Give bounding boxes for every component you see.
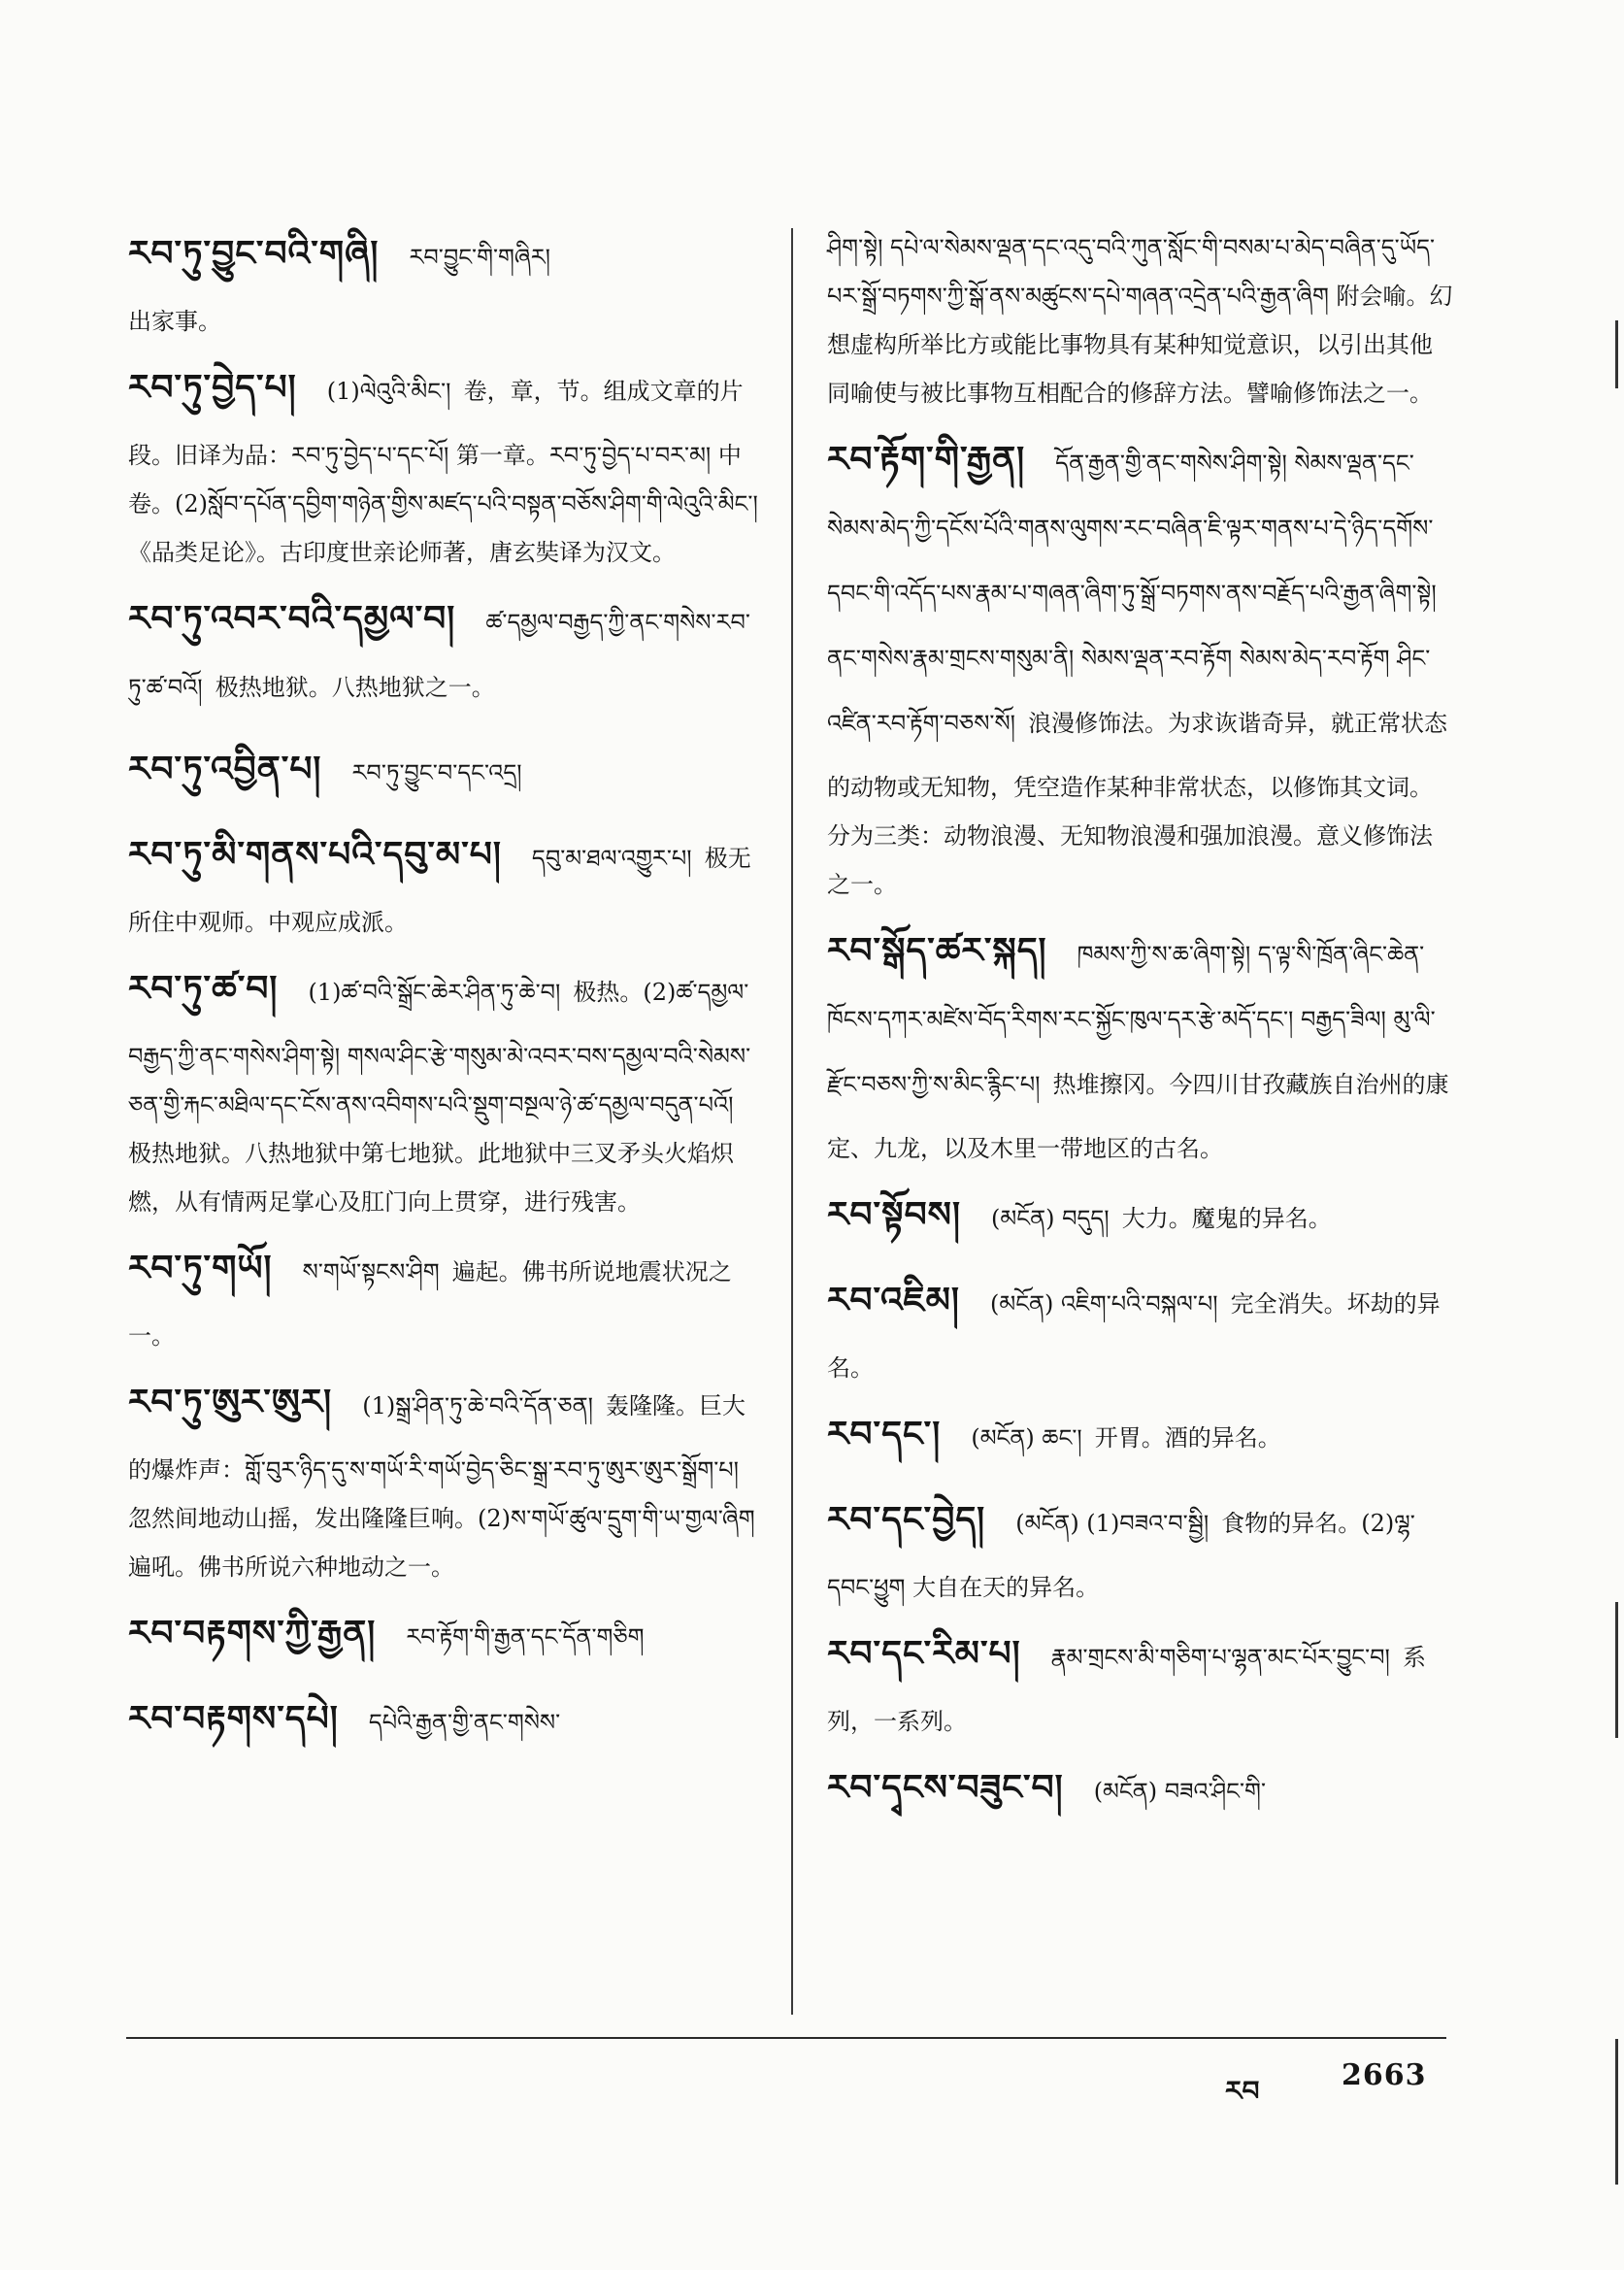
entry-headword: རབ་རྟོག་གི་རྒྱན། bbox=[827, 439, 1026, 480]
entry-chinese-definition: 极热。(2)ཚ་དམྱལ་བརྒྱད་ཀྱི་ནང་གསེས་ཤིག་སྟེ། གསལ་ཤིང་རྩེ་གསུམ་མེ་འབར་བས་དམྱལ་བའི་སེམས་ཅན་གྱི་རྐང་མཐིལ་དང་ངོས་ནས་འབིགས་པའི་སྡུག་བསྔལ་ཉེ་ཚ་དམྱལ་བདུན་པའོ། 极热地狱。八热地狱中第七地狱。此地狱中三叉矛头火焰炽燃，从有情两足掌心及肛门向上贯穿，进行残害。 bbox=[128, 979, 751, 1216]
entry-tibetan-definition: དོན་རྒྱན་གྱི་ནང་གསེས་ཤིག་སྟེ། སེམས་ལྡན་དང་སེམས་མེད་ཀྱི་དངོས་པོའི་གནས་ལུགས་རང་བཞིན་ཇི་ལྟར་གནས་པ་དེ་ཉིད་དགོས་དབང་གི་འདོད་པས་རྣམ་པ་གཞན་ཞིག་ཏུ་སྒྲོ་བཏགས་ནས་བརྗོད་པའི་རྒྱན་ཞིག་སྟེ། ནང་གསེས་རྣམ་གྲངས་གསུམ་ནི། སེམས་ལྡན་རབ་རྟོག སེམས་མེད་རབ་རྟོག ཤིང་འཛིན་རབ་རྟོག་བཅས་སོ། bbox=[827, 450, 1437, 737]
entry-headword: རབ་ཏུ་འབྱིན་པ། bbox=[128, 749, 322, 789]
dictionary-entry bbox=[827, 429, 1453, 909]
entry-chinese-definition: 热堆擦冈。今四川甘孜藏族自治州的康定、九龙，以及木里一带地区的古名。 bbox=[827, 1071, 1449, 1162]
left-column bbox=[128, 223, 764, 1774]
dictionary-entry bbox=[128, 1603, 764, 1677]
dictionary-entry bbox=[128, 223, 764, 346]
entry-headword: རབ་ཏུ་ཚ་བ། bbox=[128, 968, 279, 1009]
edge-mark bbox=[1615, 1602, 1618, 1738]
entry-headword: རབ་དྭངས་བཟུང་བ། bbox=[827, 1767, 1064, 1808]
dictionary-entry bbox=[128, 958, 764, 1226]
entry-tibetan-definition: (མངོན) འཇིག་པའི་བསྐལ་པ། bbox=[989, 1290, 1218, 1318]
entry-chinese-definition: 食物的异名。(2)ལྷ་དབང་ཕྱུག 大自在天的异名。 bbox=[827, 1510, 1415, 1601]
entry-tibetan-definition: རབ་ཏུ་བྱུང་བ་དང་འདྲ། bbox=[351, 759, 522, 786]
entry-tibetan-definition: (1)ཚ་བའི་སྒྲོང་ཆེར་ཤིན་ཏུ་ཆེ་བ། bbox=[308, 979, 561, 1006]
entry-headword: རབ་ཏུ་མི་གནས་པའི་དབུ་མ་པ། bbox=[128, 834, 502, 875]
entry-tibetan-definition: (མངོན) (1)བཟའ་བ་སྦྱི། bbox=[1015, 1510, 1210, 1537]
dictionary-entry bbox=[827, 1623, 1453, 1746]
entry-chinese-definition: 极热地狱。八热地狱之一。 bbox=[215, 674, 495, 701]
entry-chinese-definition: 遍起。佛书所说地震状况之一。 bbox=[128, 1258, 732, 1350]
entry-headword: རབ་འཇིམ། bbox=[827, 1280, 960, 1320]
dictionary-entry bbox=[128, 824, 764, 947]
dictionary-entry bbox=[128, 588, 764, 727]
entry-tibetan-definition: ས་གཡོ་སྟངས་ཤིག bbox=[302, 1258, 440, 1285]
entry-tibetan-definition: (མངོན) ཆང་། bbox=[971, 1424, 1082, 1452]
dictionary-entry bbox=[827, 920, 1453, 1173]
entry-headword: རབ་ཏུ་ཨུར་ཨུར། bbox=[128, 1382, 333, 1422]
entry-chinese-definition: 轰隆隆。巨大的爆炸声：གློ་བུར་ཉིད་དུ་ས་གཡོ་རི་གཡོ་བྱེད་ཅིང་སྒྲ་རབ་ཏུ་ཨུར་ཨུར་སྒྲོག་པ། 忽然间地动山摇，发出隆隆巨响。(2)ས་གཡོ་ཚུལ་དྲུག་གི་ཡ་གྱལ་ཞིག 遍吼。佛书所说六种地动之一。 bbox=[128, 1392, 755, 1581]
dictionary-entry bbox=[128, 1238, 764, 1360]
entry-headword: རབ་ཏུ་བྱེད་པ། bbox=[128, 367, 297, 408]
entry-chinese-definition: 系列，一系列。 bbox=[827, 1644, 1426, 1735]
dictionary-entry bbox=[827, 1757, 1453, 1831]
entry-chinese-definition: 卷，章，节。组成文章的片段。旧译为品：རབ་ཏུ་བྱེད་པ་དང་པོ། 第一章。རབ་ཏུ་བྱེད་པ་བར་མ། 中卷。(2)སློབ་དཔོན་དབྱིག་གཉེན་གྱིས་མཛད་པའི་བསྟན་བཅོས་ཤིག་གི་ལེའུའི་མིང་། 《品类足论》。古印度世亲论师著，唐玄奘译为汉文。 bbox=[128, 378, 758, 566]
continued-definition: ཤིག་སྟེ། དཔེ་ལ་སེམས་ལྡན་དང་འདུ་བའི་ཀུན་སློང་གི་བསམ་པ་མེད་བཞིན་དུ་ཡོད་པར་སྒྲོ་བཏགས་ཀྱི་སྒོ་ནས་མཚུངས་དཔེ་གཞན་འདྲེན་པའི་རྒྱན་ཞིག 附会喻。幻想虚构所举比方或能比事物具有某种知觉意识，以引出其他同喻使与被比事物互相配合的修辞方法。譬喻修饰法之一。 bbox=[827, 234, 1453, 407]
column-divider bbox=[791, 228, 793, 2015]
running-head: རབ bbox=[1225, 2075, 1260, 2107]
entry-chinese-definition: 开胃。酒的异名。 bbox=[1094, 1424, 1281, 1452]
entry-chinese-definition: 极无所住中观师。中观应成派。 bbox=[128, 845, 751, 936]
entry-headword: རབ་དང་བྱེད། bbox=[827, 1499, 986, 1540]
entry-tibetan-definition: རབ་བྱུང་གི་གཞིར། bbox=[409, 244, 550, 271]
dictionary-entry bbox=[827, 1185, 1453, 1258]
dictionary-entry bbox=[128, 739, 764, 813]
entry-headword: རབ་ཏུ་བྱུང་བའི་གཞི། bbox=[128, 233, 380, 274]
entry-tibetan-definition: རབ་རྟོག་གི་རྒྱན་དང་དོན་གཅིག bbox=[406, 1623, 645, 1651]
entry-tibetan-definition: དབུ་མ་ཐལ་འགྱུར་པ། bbox=[531, 845, 692, 872]
page-number: 2663 bbox=[1342, 2058, 1427, 2092]
entry-headword: རབ་བརྟགས་དཔེ། bbox=[128, 1698, 339, 1739]
entry-tibetan-definition: རྣམ་གྲངས་མི་གཅིག་པ་ལྷན་མང་པོར་བྱུང་བ། bbox=[1050, 1644, 1390, 1671]
dictionary-entry bbox=[827, 1270, 1453, 1392]
dictionary-entry bbox=[128, 1688, 764, 1762]
entry-headword: རབ་ཏུ་འབར་བའི་དམྱལ་བ། bbox=[128, 598, 456, 639]
entry-tibetan-definition: ཁམས་ཀྱི་ས་ཆ་ཞིག་སྟེ། ད་ལྟ་སི་ཁྲོན་ཞིང་ཆེན་ཁོངས་དཀར་མཛེས་བོད་རིགས་རང་སྐྱོང་ཁུལ་དར་རྩེ་མདོ་དང་། བརྒྱད་ཟིལ། མུ་ལི་རྫོང་བཅས་ཀྱི་ས་མིང་རྙིང་པ། bbox=[827, 941, 1436, 1098]
dictionary-entry bbox=[128, 1372, 764, 1591]
dictionary-entry bbox=[827, 1489, 1453, 1612]
entry-tibetan-definition: (1)ལེའུའི་མིང་། bbox=[326, 378, 451, 405]
dictionary-entry bbox=[827, 1404, 1453, 1478]
entry-tibetan-definition: (1)སྒྲ་ཤིན་ཏུ་ཆེ་བའི་དོན་ཅན། bbox=[362, 1392, 593, 1419]
entry-headword: རབ་དང་རིམ་པ། bbox=[827, 1633, 1021, 1674]
dictionary-entry bbox=[128, 357, 764, 577]
entry-chinese-definition: 出家事。 bbox=[128, 308, 221, 335]
entry-tibetan-definition: དཔེའི་རྒྱན་གྱི་ནང་གསེས་ bbox=[368, 1709, 561, 1736]
entry-headword: རབ་སྒོད་ཚར་སྐད། bbox=[827, 930, 1047, 971]
footer-rule bbox=[126, 2037, 1446, 2039]
entry-chinese-definition: 大力。魔鬼的异名。 bbox=[1121, 1205, 1332, 1232]
entry-headword: རབ་བརྟགས་ཀྱི་རྒྱན། bbox=[128, 1613, 377, 1653]
entry-headword: རབ་ཏུ་གཡོ། bbox=[128, 1248, 273, 1288]
entry-tibetan-definition: (མངོན) བདུད། bbox=[991, 1205, 1110, 1232]
entry-tibetan-definition: ཚ་དམྱལ་བརྒྱད་ཀྱི་ནང་གསེས་རབ་ཏུ་ཚ་བའོ། bbox=[128, 609, 750, 701]
entry-chinese-definition: 浪漫修饰法。为求诙谐奇异，就正常状态的动物或无知物，凭空造作某种非常状态，以修饰其文词。分为三类：动物浪漫、无知物浪漫和强加浪漫。意义修饰法之一。 bbox=[827, 710, 1448, 898]
entry-chinese-definition: 完全消失。坏劫的异名。 bbox=[827, 1290, 1441, 1382]
entry-tibetan-definition: (མངོན) བཟའ་ཤིང་གི་ bbox=[1093, 1778, 1266, 1805]
right-column bbox=[827, 223, 1453, 1843]
edge-mark bbox=[1615, 320, 1618, 388]
entry-headword: རབ་དང་། bbox=[827, 1414, 942, 1454]
entry-headword: རབ་སྟོབས། bbox=[827, 1194, 961, 1235]
edge-mark bbox=[1615, 2039, 1618, 2185]
